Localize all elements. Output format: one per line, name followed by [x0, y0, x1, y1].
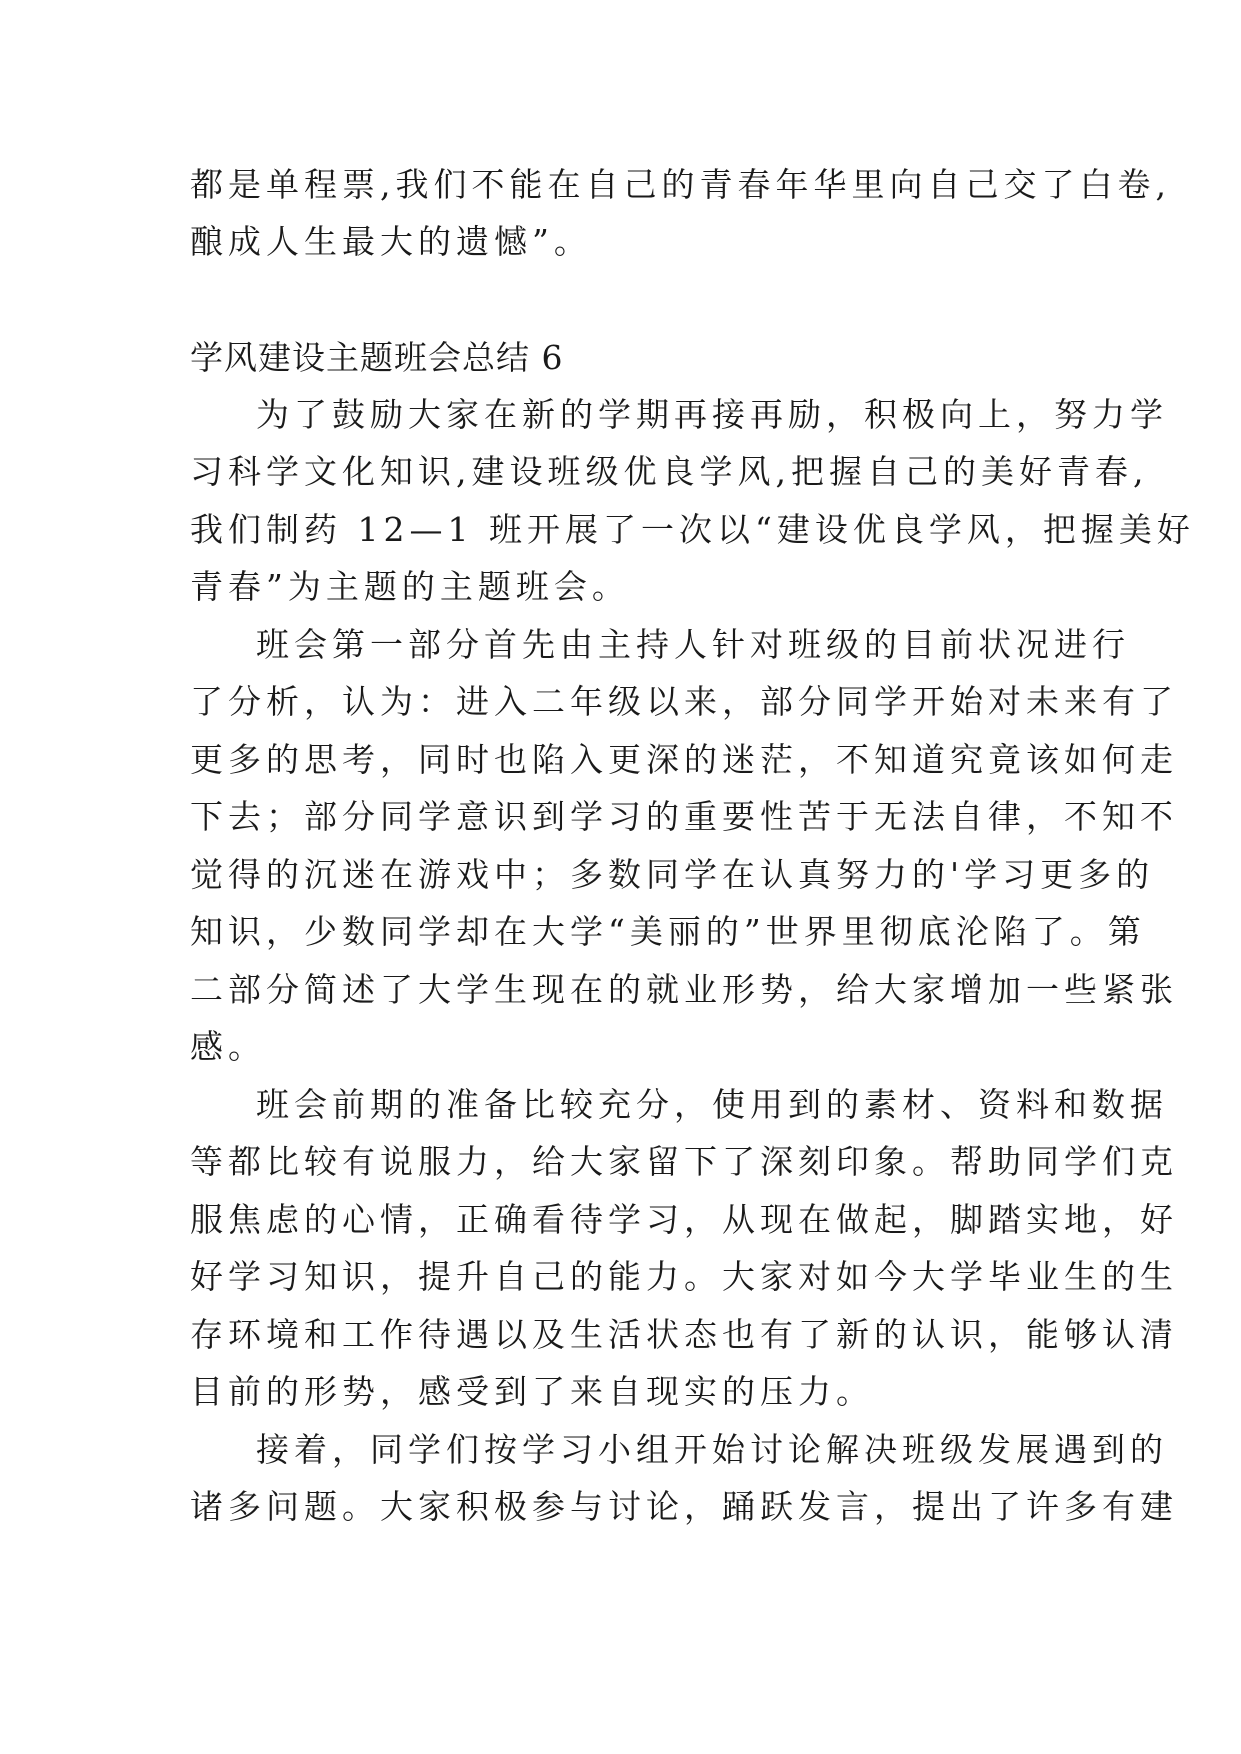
text-line: 都是单程票,我们不能在自己的青春年华里向自己交了白卷,: [190, 165, 1171, 204]
text-line: 感。: [190, 1027, 266, 1066]
text-line: 知识，少数同学却在大学“美丽的”世界里彻底沦陷了。第: [190, 912, 1146, 951]
text-line: 了分析，认为：进入二年级以来，部分同学开始对未来有了: [190, 682, 1178, 721]
text-line: 存环境和工作待遇以及生活状态也有了新的认识，能够认清: [190, 1315, 1178, 1354]
text-line: 更多的思考，同时也陷入更深的迷茫，不知道究竟该如何走: [190, 740, 1178, 779]
text-line: 诸多问题。大家积极参与讨论，踊跃发言，提出了许多有建: [190, 1487, 1178, 1526]
text-line: 等都比较有说服力，给大家留下了深刻印象。帮助同学们克: [190, 1142, 1178, 1181]
text-line: 好学习知识，提升自己的能力。大家对如今大学毕业生的生: [190, 1257, 1178, 1296]
text-line: 我们制药 12—1 班开展了一次以“建设优良学风，把握美好: [190, 510, 1195, 549]
text-line: 班会前期的准备比较充分，使用到的素材、资料和数据: [256, 1085, 1168, 1124]
text-line: 觉得的沉迷在游戏中；多数同学在认真努力的'学习更多的: [190, 855, 1155, 894]
text-line: 接着，同学们按学习小组开始讨论解决班级发展遇到的: [256, 1430, 1168, 1469]
text-line: 服焦虑的心情，正确看待学习，从现在做起，脚踏实地，好: [190, 1200, 1178, 1239]
text-line: 青春”为主题的主题班会。: [190, 567, 630, 606]
text-line: 为了鼓励大家在新的学期再接再励，积极向上，努力学: [256, 395, 1168, 434]
section-heading: 学风建设主题班会总结 6: [190, 338, 564, 377]
text-line: 班会第一部分首先由主持人针对班级的目前状况进行: [256, 625, 1130, 664]
text-line: 习科学文化知识,建设班级优良学风,把握自己的美好青春,: [190, 452, 1149, 491]
text-line: 酿成人生最大的遗憾”。: [190, 222, 592, 261]
text-line: 目前的形势，感受到了来自现实的压力。: [190, 1372, 874, 1411]
text-line: 二部分简述了大学生现在的就业形势，给大家增加一些紧张: [190, 970, 1178, 1009]
text-line: 下去；部分同学意识到学习的重要性苦于无法自律，不知不: [190, 797, 1178, 836]
